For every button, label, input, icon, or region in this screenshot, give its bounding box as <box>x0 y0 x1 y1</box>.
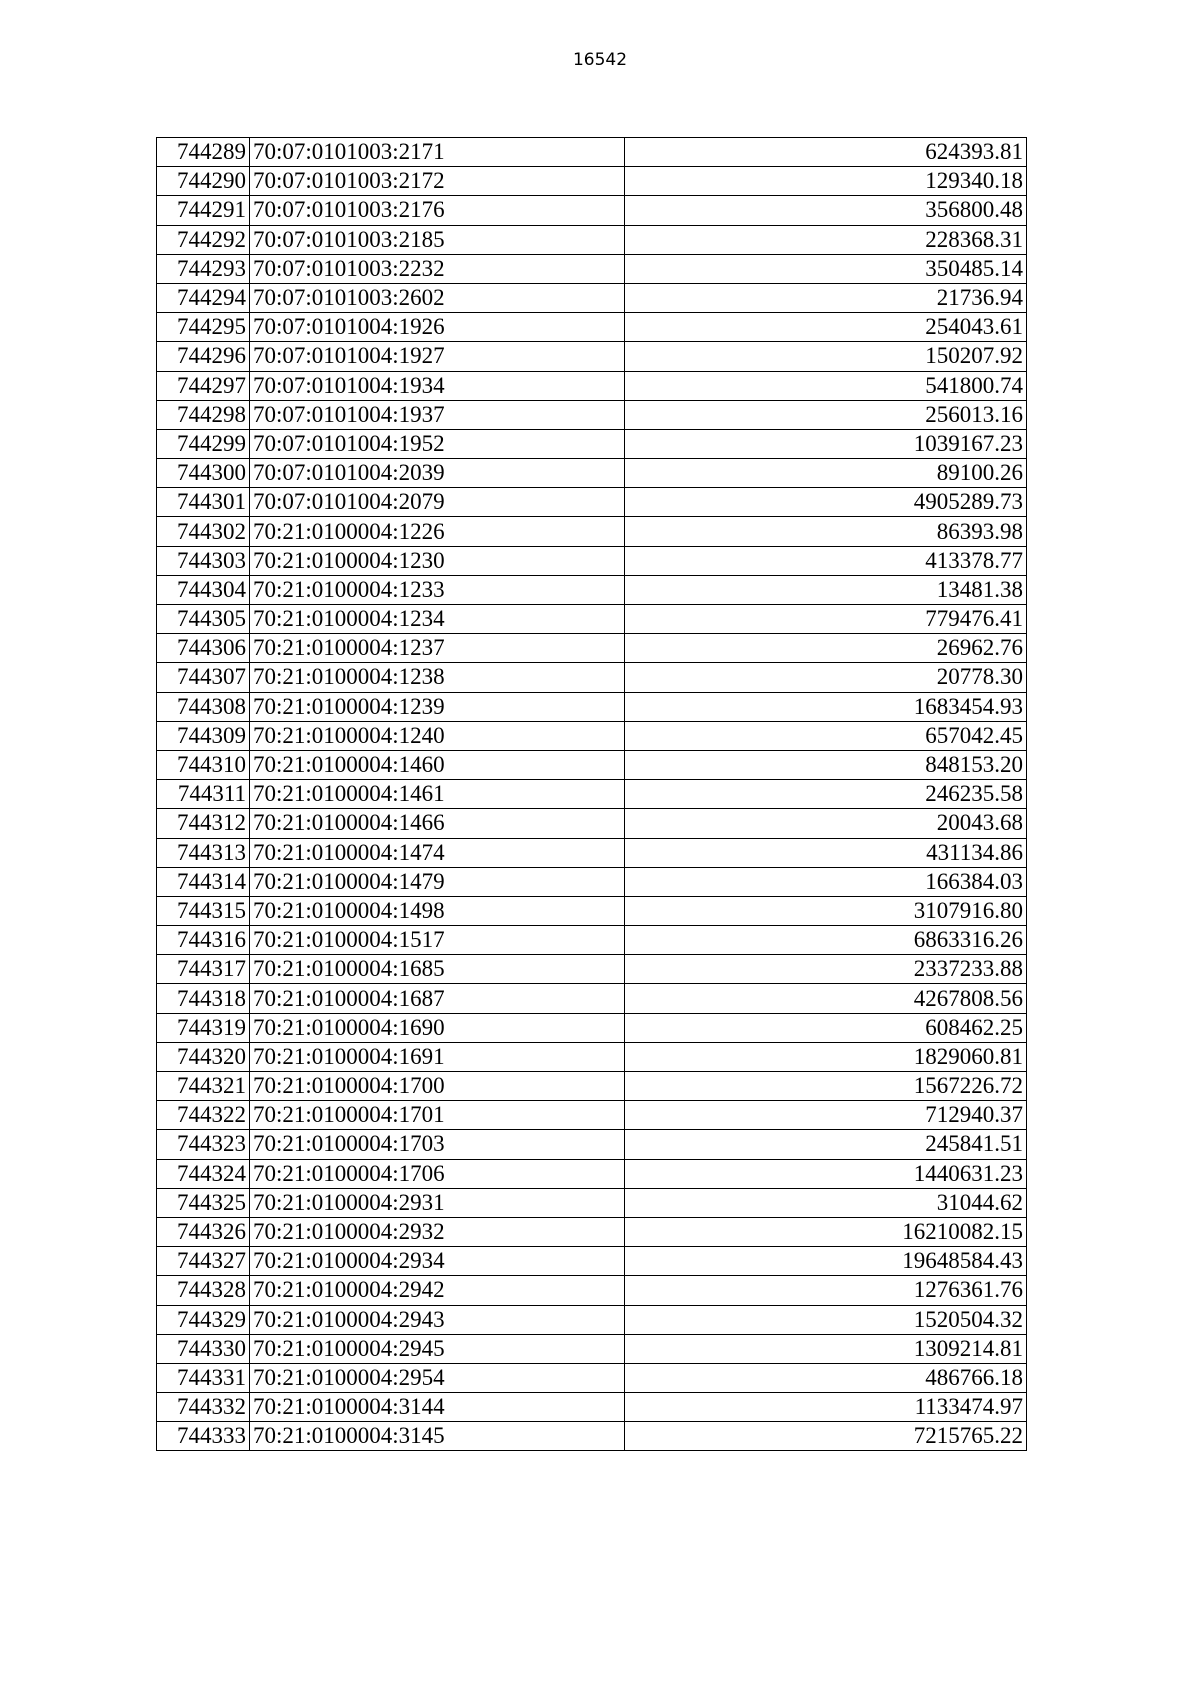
row-id-cell: 744306 <box>157 634 250 663</box>
table-row <box>157 429 1027 458</box>
cadastral-value-cell: 31044.62 <box>625 1188 1027 1217</box>
cadastral-number-cell: 70:07:0101003:2176 <box>250 196 625 225</box>
cadastral-value-cell: 1133474.97 <box>625 1393 1027 1422</box>
row-id-cell: 744293 <box>157 254 250 283</box>
cadastral-value-cell: 256013.16 <box>625 400 1027 429</box>
cadastral-value-cell: 779476.41 <box>625 605 1027 634</box>
cadastral-number-cell: 70:07:0101004:1937 <box>250 400 625 429</box>
cadastral-number-cell: 70:21:0100004:3145 <box>250 1422 625 1451</box>
row-id-cell: 744297 <box>157 371 250 400</box>
row-id-cell: 744299 <box>157 429 250 458</box>
cadastral-value-cell: 4905289.73 <box>625 488 1027 517</box>
cadastral-value-cell: 1829060.81 <box>625 1042 1027 1071</box>
table-row <box>157 225 1027 254</box>
row-id-cell: 744311 <box>157 780 250 809</box>
table-row <box>157 283 1027 312</box>
table-row <box>157 634 1027 663</box>
row-id-cell: 744290 <box>157 167 250 196</box>
table-row <box>157 459 1027 488</box>
cadastral-value-cell: 350485.14 <box>625 254 1027 283</box>
cadastral-value-cell: 13481.38 <box>625 575 1027 604</box>
cadastral-value-cell: 3107916.80 <box>625 896 1027 925</box>
table-row <box>157 342 1027 371</box>
cadastral-number-cell: 70:21:0100004:3144 <box>250 1393 625 1422</box>
cadastral-number-cell: 70:21:0100004:1691 <box>250 1042 625 1071</box>
table-row <box>157 371 1027 400</box>
table-row <box>157 663 1027 692</box>
table-row <box>157 1363 1027 1392</box>
cadastral-value-cell: 19648584.43 <box>625 1247 1027 1276</box>
cadastral-number-cell: 70:21:0100004:1498 <box>250 896 625 925</box>
cadastral-value-cell: 1039167.23 <box>625 429 1027 458</box>
row-id-cell: 744326 <box>157 1217 250 1246</box>
row-id-cell: 744331 <box>157 1363 250 1392</box>
table-row <box>157 1422 1027 1451</box>
table-body <box>157 138 1027 1451</box>
cadastral-value-cell: 413378.77 <box>625 546 1027 575</box>
cadastral-value-cell: 21736.94 <box>625 283 1027 312</box>
table-row <box>157 167 1027 196</box>
row-id-cell: 744309 <box>157 721 250 750</box>
cadastral-number-cell: 70:21:0100004:1517 <box>250 926 625 955</box>
cadastral-number-cell: 70:21:0100004:1706 <box>250 1159 625 1188</box>
cadastral-value-cell: 1520504.32 <box>625 1305 1027 1334</box>
cadastral-value-cell: 1567226.72 <box>625 1072 1027 1101</box>
cadastral-value-cell: 1276361.76 <box>625 1276 1027 1305</box>
cadastral-number-cell: 70:07:0101003:2232 <box>250 254 625 283</box>
row-id-cell: 744313 <box>157 838 250 867</box>
row-id-cell: 744307 <box>157 663 250 692</box>
row-id-cell: 744296 <box>157 342 250 371</box>
cadastral-value-cell: 541800.74 <box>625 371 1027 400</box>
cadastral-number-cell: 70:21:0100004:1687 <box>250 984 625 1013</box>
cadastral-value-cell: 1440631.23 <box>625 1159 1027 1188</box>
row-id-cell: 744312 <box>157 809 250 838</box>
table-row <box>157 1334 1027 1363</box>
row-id-cell: 744323 <box>157 1130 250 1159</box>
row-id-cell: 744320 <box>157 1042 250 1071</box>
cadastral-value-table <box>156 137 1027 1451</box>
table-row <box>157 780 1027 809</box>
cadastral-value-cell: 86393.98 <box>625 517 1027 546</box>
cadastral-value-cell: 166384.03 <box>625 867 1027 896</box>
row-id-cell: 744333 <box>157 1422 250 1451</box>
table-row <box>157 1305 1027 1334</box>
cadastral-number-cell: 70:07:0101004:1952 <box>250 429 625 458</box>
table-row <box>157 1013 1027 1042</box>
table-row <box>157 1101 1027 1130</box>
cadastral-value-cell: 150207.92 <box>625 342 1027 371</box>
row-id-cell: 744292 <box>157 225 250 254</box>
cadastral-value-cell: 16210082.15 <box>625 1217 1027 1246</box>
table-row <box>157 254 1027 283</box>
cadastral-number-cell: 70:07:0101004:1926 <box>250 313 625 342</box>
table-row <box>157 926 1027 955</box>
table-row <box>157 575 1027 604</box>
table-row <box>157 605 1027 634</box>
row-id-cell: 744310 <box>157 750 250 779</box>
cadastral-value-cell: 7215765.22 <box>625 1422 1027 1451</box>
cadastral-value-cell: 89100.26 <box>625 459 1027 488</box>
row-id-cell: 744301 <box>157 488 250 517</box>
cadastral-value-cell: 4267808.56 <box>625 984 1027 1013</box>
row-id-cell: 744308 <box>157 692 250 721</box>
cadastral-number-cell: 70:21:0100004:1460 <box>250 750 625 779</box>
row-id-cell: 744324 <box>157 1159 250 1188</box>
cadastral-number-cell: 70:21:0100004:1474 <box>250 838 625 867</box>
cadastral-number-cell: 70:07:0101004:1927 <box>250 342 625 371</box>
cadastral-value-cell: 20043.68 <box>625 809 1027 838</box>
cadastral-value-cell: 356800.48 <box>625 196 1027 225</box>
table-row <box>157 750 1027 779</box>
cadastral-number-cell: 70:07:0101003:2185 <box>250 225 625 254</box>
row-id-cell: 744327 <box>157 1247 250 1276</box>
row-id-cell: 744305 <box>157 605 250 634</box>
cadastral-value-cell: 608462.25 <box>625 1013 1027 1042</box>
cadastral-number-cell: 70:21:0100004:1233 <box>250 575 625 604</box>
page-number: 16542 <box>572 50 628 70</box>
cadastral-value-cell: 2337233.88 <box>625 955 1027 984</box>
cadastral-number-cell: 70:21:0100004:1701 <box>250 1101 625 1130</box>
cadastral-value-cell: 1309214.81 <box>625 1334 1027 1363</box>
table-row <box>157 692 1027 721</box>
table-row <box>157 1130 1027 1159</box>
row-id-cell: 744295 <box>157 313 250 342</box>
row-id-cell: 744300 <box>157 459 250 488</box>
table-row <box>157 809 1027 838</box>
cadastral-number-cell: 70:21:0100004:1703 <box>250 1130 625 1159</box>
cadastral-number-cell: 70:21:0100004:1238 <box>250 663 625 692</box>
cadastral-number-cell: 70:21:0100004:1466 <box>250 809 625 838</box>
cadastral-number-cell: 70:21:0100004:1239 <box>250 692 625 721</box>
table-row <box>157 517 1027 546</box>
cadastral-number-cell: 70:21:0100004:1230 <box>250 546 625 575</box>
table-row <box>157 1188 1027 1217</box>
row-id-cell: 744294 <box>157 283 250 312</box>
cadastral-number-cell: 70:07:0101004:1934 <box>250 371 625 400</box>
row-id-cell: 744321 <box>157 1072 250 1101</box>
cadastral-value-cell: 254043.61 <box>625 313 1027 342</box>
cadastral-value-cell: 228368.31 <box>625 225 1027 254</box>
cadastral-number-cell: 70:21:0100004:2954 <box>250 1363 625 1392</box>
row-id-cell: 744304 <box>157 575 250 604</box>
cadastral-number-cell: 70:21:0100004:1240 <box>250 721 625 750</box>
row-id-cell: 744328 <box>157 1276 250 1305</box>
cadastral-number-cell: 70:21:0100004:1479 <box>250 867 625 896</box>
cadastral-number-cell: 70:07:0101004:2039 <box>250 459 625 488</box>
table-row <box>157 1217 1027 1246</box>
cadastral-number-cell: 70:21:0100004:2943 <box>250 1305 625 1334</box>
table-row <box>157 313 1027 342</box>
cadastral-value-cell: 657042.45 <box>625 721 1027 750</box>
cadastral-number-cell: 70:21:0100004:1685 <box>250 955 625 984</box>
row-id-cell: 744314 <box>157 867 250 896</box>
cadastral-number-cell: 70:21:0100004:1690 <box>250 1013 625 1042</box>
cadastral-value-cell: 486766.18 <box>625 1363 1027 1392</box>
cadastral-number-cell: 70:07:0101003:2172 <box>250 167 625 196</box>
cadastral-number-cell: 70:21:0100004:2945 <box>250 1334 625 1363</box>
row-id-cell: 744315 <box>157 896 250 925</box>
table-row <box>157 1159 1027 1188</box>
cadastral-value-cell: 26962.76 <box>625 634 1027 663</box>
cadastral-number-cell: 70:21:0100004:2931 <box>250 1188 625 1217</box>
row-id-cell: 744289 <box>157 138 250 167</box>
table-row <box>157 1247 1027 1276</box>
cadastral-value-cell: 712940.37 <box>625 1101 1027 1130</box>
cadastral-value-cell: 246235.58 <box>625 780 1027 809</box>
cadastral-number-cell: 70:07:0101003:2602 <box>250 283 625 312</box>
cadastral-value-cell: 848153.20 <box>625 750 1027 779</box>
cadastral-value-cell: 6863316.26 <box>625 926 1027 955</box>
row-id-cell: 744330 <box>157 1334 250 1363</box>
table-row <box>157 196 1027 225</box>
table-row <box>157 488 1027 517</box>
table-row <box>157 896 1027 925</box>
row-id-cell: 744316 <box>157 926 250 955</box>
row-id-cell: 744329 <box>157 1305 250 1334</box>
row-id-cell: 744303 <box>157 546 250 575</box>
cadastral-number-cell: 70:21:0100004:1461 <box>250 780 625 809</box>
row-id-cell: 744298 <box>157 400 250 429</box>
cadastral-value-cell: 245841.51 <box>625 1130 1027 1159</box>
table-row <box>157 838 1027 867</box>
cadastral-number-cell: 70:21:0100004:1234 <box>250 605 625 634</box>
cadastral-number-cell: 70:21:0100004:1700 <box>250 1072 625 1101</box>
cadastral-value-cell: 129340.18 <box>625 167 1027 196</box>
row-id-cell: 744322 <box>157 1101 250 1130</box>
cadastral-number-cell: 70:21:0100004:2934 <box>250 1247 625 1276</box>
row-id-cell: 744318 <box>157 984 250 1013</box>
cadastral-number-cell: 70:07:0101004:2079 <box>250 488 625 517</box>
table-row <box>157 1072 1027 1101</box>
table-row <box>157 984 1027 1013</box>
table-row <box>157 867 1027 896</box>
row-id-cell: 744302 <box>157 517 250 546</box>
table-row <box>157 721 1027 750</box>
cadastral-value-cell: 20778.30 <box>625 663 1027 692</box>
table-row <box>157 1042 1027 1071</box>
row-id-cell: 744332 <box>157 1393 250 1422</box>
table-row <box>157 546 1027 575</box>
table-row <box>157 400 1027 429</box>
cadastral-value-cell: 1683454.93 <box>625 692 1027 721</box>
row-id-cell: 744319 <box>157 1013 250 1042</box>
table-row <box>157 1393 1027 1422</box>
cadastral-number-cell: 70:21:0100004:2932 <box>250 1217 625 1246</box>
cadastral-number-cell: 70:07:0101003:2171 <box>250 138 625 167</box>
cadastral-number-cell: 70:21:0100004:1237 <box>250 634 625 663</box>
table-row <box>157 138 1027 167</box>
cadastral-value-cell: 431134.86 <box>625 838 1027 867</box>
cadastral-number-cell: 70:21:0100004:1226 <box>250 517 625 546</box>
cadastral-number-cell: 70:21:0100004:2942 <box>250 1276 625 1305</box>
table-row <box>157 1276 1027 1305</box>
cadastral-value-cell: 624393.81 <box>625 138 1027 167</box>
row-id-cell: 744291 <box>157 196 250 225</box>
table-row <box>157 955 1027 984</box>
row-id-cell: 744317 <box>157 955 250 984</box>
row-id-cell: 744325 <box>157 1188 250 1217</box>
